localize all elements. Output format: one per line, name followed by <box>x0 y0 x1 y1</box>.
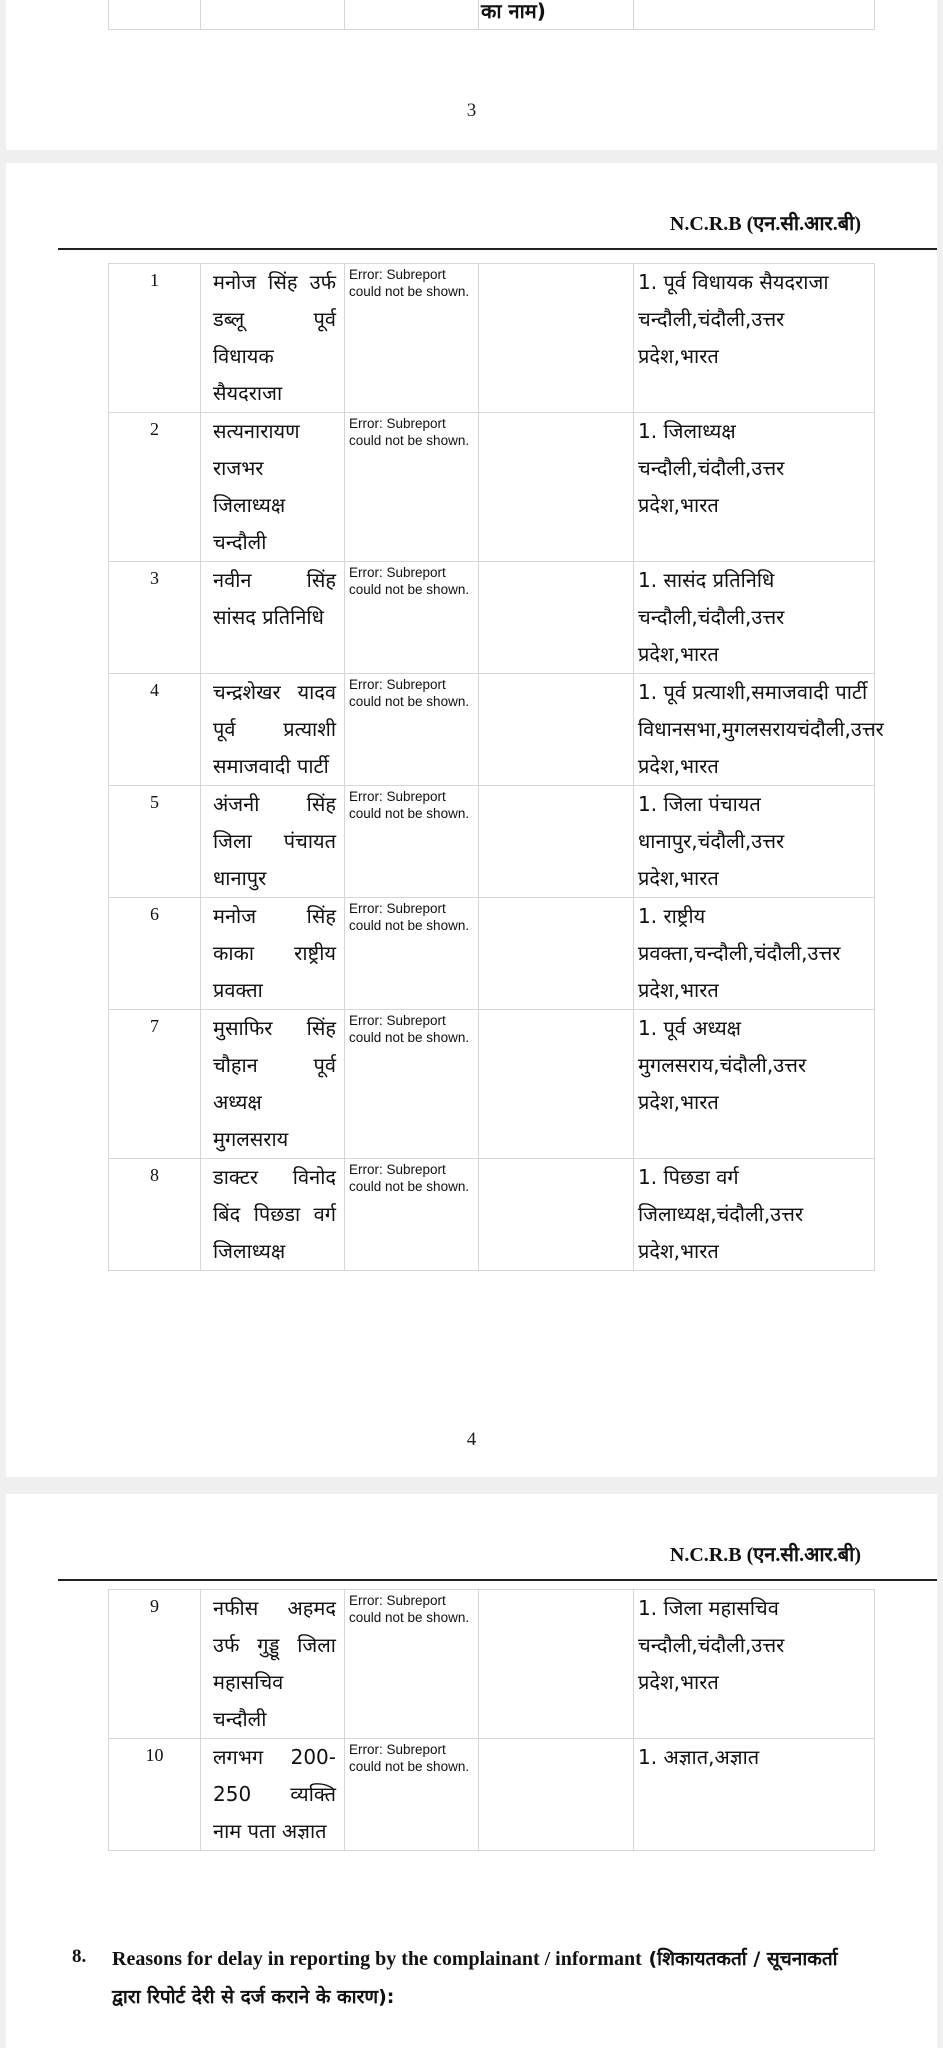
empty-cell <box>479 1590 634 1739</box>
accused-name: मनोज सिंह काका राष्ट्रीय प्रवक्ता <box>201 898 345 1010</box>
page-5 <box>6 1494 937 2048</box>
serial-number: 3 <box>109 562 201 674</box>
accused-table <box>108 263 884 1271</box>
empty-cell <box>479 786 634 898</box>
empty-cell <box>479 413 634 562</box>
accused-name: अंजनी सिंह जिला पंचायत धानापुर <box>201 786 345 898</box>
subreport-error: Error: Subreport could not be shown. <box>345 1590 479 1739</box>
accused-name: लगभग 200-250 व्यक्ति नाम पता अज्ञात <box>201 1739 345 1851</box>
subreport-error: Error: Subreport could not be shown. <box>345 1739 479 1851</box>
page-4 <box>6 163 937 1477</box>
accused-address: 1. पूर्व अध्यक्ष मुगलसराय,चंदौली,उत्तर प्रदेश,भारत <box>634 1010 875 1159</box>
accused-name: नवीन सिंह सांसद प्रतिनिधि <box>201 562 345 674</box>
accused-name: मनोज सिंह उर्फ डब्लू पूर्व विधायक सैयदराजा <box>201 264 345 413</box>
serial-number: 9 <box>109 1590 201 1739</box>
accused-name: चन्द्रशेखर यादव पूर्व प्रत्याशी समाजवादी पार्टी <box>201 674 345 786</box>
subreport-error: Error: Subreport could not be shown. <box>345 674 479 786</box>
accused-address: 1. जिला पंचायत धानापुर,चंदौली,उत्तर प्रदेश,भारत <box>634 786 875 898</box>
table-row <box>109 1739 875 1851</box>
serial-number: 5 <box>109 786 201 898</box>
accused-name: डाक्टर विनोद बिंद पिछडा वर्ग जिलाध्यक्ष <box>201 1159 345 1271</box>
previous-table-tail <box>108 0 875 30</box>
accused-address: 1. पिछडा वर्ग जिलाध्यक्ष,चंदौली,उत्तर प्रदेश,भारत <box>634 1159 875 1271</box>
table-row <box>109 898 875 1010</box>
section-heading-english: Reasons for delay in reporting by the complainant / informant <box>112 1948 642 1970</box>
subreport-error: Error: Subreport could not be shown. <box>345 264 479 413</box>
accused-table <box>108 1589 875 1851</box>
table-row <box>109 562 875 674</box>
table-row <box>109 1590 875 1739</box>
serial-number: 8 <box>109 1159 201 1271</box>
subreport-error: Error: Subreport could not be shown. <box>345 1010 479 1159</box>
ncrb-header: N.C.R.B (एन.सी.आर.बी) <box>669 1544 861 1566</box>
accused-address: 1. जिलाध्यक्ष चन्दौली,चंदौली,उत्तर प्रदेश,भारत <box>634 413 875 562</box>
subreport-error: Error: Subreport could not be shown. <box>345 1159 479 1271</box>
serial-number: 10 <box>109 1739 201 1851</box>
empty-cell <box>479 674 634 786</box>
accused-address: 1. पूर्व विधायक सैयदराजा चन्दौली,चंदौली,उत्तर प्रदेश,भारत <box>634 264 875 413</box>
table-row <box>109 264 875 413</box>
accused-address: 1. पूर्व प्रत्याशी,समाजवादी पार्टी विधानसभा,मुगलसरायचंदौली,उत्तर प्रदेश,भारत <box>634 674 875 786</box>
page-number: 4 <box>466 1429 477 1450</box>
accused-name: मुसाफिर सिंह चौहान पूर्व अध्यक्ष मुगलसराय <box>201 1010 345 1159</box>
header-rule <box>58 1579 937 1581</box>
ncrb-header: N.C.R.B (एन.सी.आर.बी) <box>669 213 861 235</box>
subreport-error: Error: Subreport could not be shown. <box>345 562 479 674</box>
section-heading <box>112 1940 872 2016</box>
accused-address: 1. सासंद प्रतिनिधि चन्दौली,चंदौली,उत्तर प्रदेश,भारत <box>634 562 875 674</box>
empty-cell <box>479 1739 634 1851</box>
page-number: 3 <box>466 100 477 121</box>
accused-name: सत्यनारायण राजभर जिलाध्यक्ष चन्दौली <box>201 413 345 562</box>
subreport-error: Error: Subreport could not be shown. <box>345 898 479 1010</box>
section-heading-hindi: (शिकायतकर्ता / सूचनाकर्ता द्वारा रिपोर्ट देरी से दर्ज कराने के कारण): <box>112 1948 838 2008</box>
page-3 <box>6 0 937 150</box>
serial-number: 2 <box>109 413 201 562</box>
table-row <box>109 1159 875 1271</box>
serial-number: 6 <box>109 898 201 1010</box>
header-rule <box>58 248 937 250</box>
serial-number: 4 <box>109 674 201 786</box>
table-row <box>109 674 875 786</box>
subreport-error: Error: Subreport could not be shown. <box>345 786 479 898</box>
empty-cell <box>479 1010 634 1159</box>
empty-cell <box>479 562 634 674</box>
serial-number: 1 <box>109 264 201 413</box>
accused-name: नफीस अहमद उर्फ गुड्डू जिला महासचिव चन्दौली <box>201 1590 345 1739</box>
serial-number: 7 <box>109 1010 201 1159</box>
accused-address: 1. जिला महासचिव चन्दौली,चंदौली,उत्तर प्रदेश,भारत <box>634 1590 875 1739</box>
accused-address: 1. अज्ञात,अज्ञात <box>634 1739 875 1851</box>
empty-cell <box>479 264 634 413</box>
subreport-error: Error: Subreport could not be shown. <box>345 413 479 562</box>
empty-cell <box>479 1159 634 1271</box>
table-row <box>109 413 875 562</box>
empty-cell <box>479 898 634 1010</box>
accused-address: 1. राष्ट्रीय प्रवक्ता,चन्दौली,चंदौली,उत्तर प्रदेश,भारत <box>634 898 875 1010</box>
table-row <box>109 1010 875 1159</box>
section-number: 8. <box>72 1946 87 1967</box>
continued-cell-text: का नाम) <box>479 0 634 30</box>
table-row <box>109 786 875 898</box>
